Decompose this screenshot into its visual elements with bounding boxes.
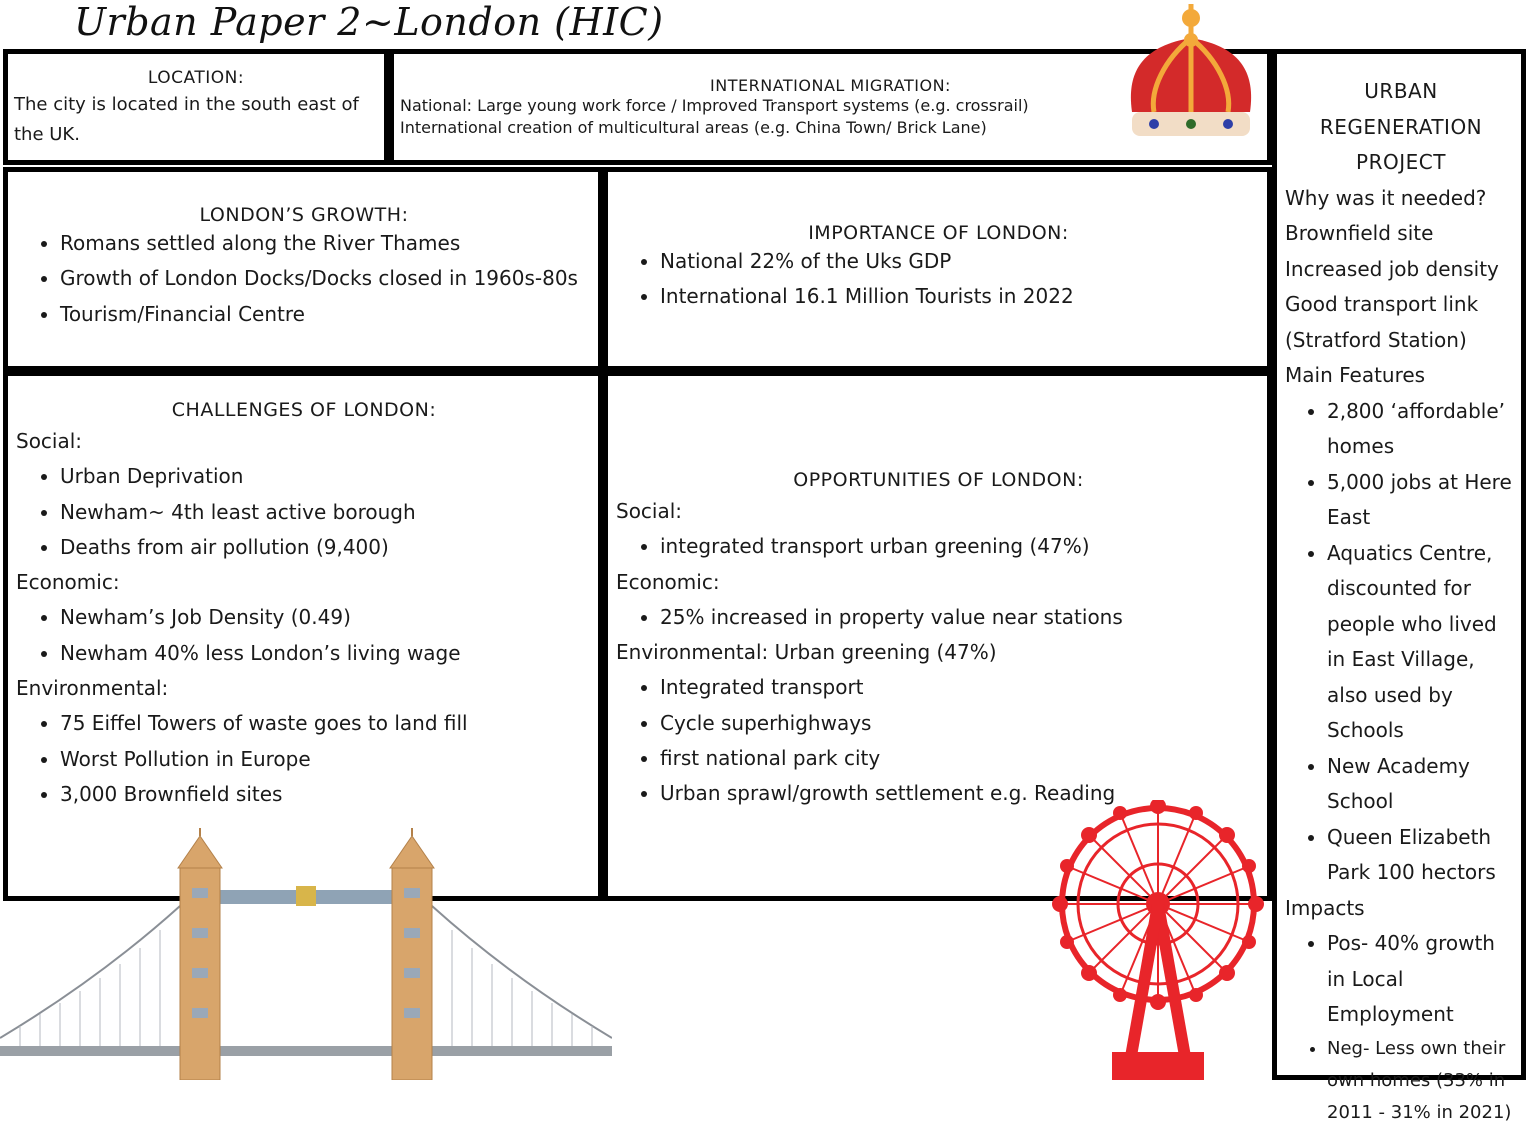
impacts-label: Impacts — [1285, 895, 1365, 920]
why-item: (Stratford Station) — [1285, 327, 1467, 352]
list-item: • Cycle superhighways — [660, 706, 1261, 741]
regeneration-heading-2: PROJECT — [1356, 150, 1446, 174]
list-item: • 2,800 ‘affordable’ homes — [1327, 394, 1517, 465]
crown-icon — [1124, 0, 1258, 140]
list-item: • 75 Eiffel Towers of waste goes to land fill — [60, 706, 592, 741]
importance-box — [603, 167, 1272, 371]
challenges-box — [3, 371, 603, 901]
challenges-heading: CHALLENGES OF LONDON: — [171, 399, 437, 421]
opportunities-heading: OPPORTUNITIES OF LONDON: — [793, 469, 1084, 491]
tower-bridge-icon — [0, 828, 612, 1080]
list-item: • Queen Elizabeth Park 100 hectors — [1327, 820, 1517, 891]
list-item: • 3,000 Brownfield sites — [60, 777, 592, 812]
list-item: • Integrated transport — [660, 670, 1261, 705]
list-item: • integrated transport urban greening (47%) — [660, 529, 1261, 564]
list-item: • 5,000 jobs at Here East — [1327, 465, 1517, 536]
why-item: Good transport link — [1285, 292, 1479, 316]
features-label: Main Features — [1285, 363, 1426, 387]
list-item: • Newham~ 4th least active borough — [60, 495, 592, 530]
location-box — [3, 49, 389, 165]
list-item: • Growth of London Docks/Docks closed in 1960s-80s — [60, 261, 592, 296]
challenges-environmental-list — [16, 706, 592, 812]
challenges-social-label: Social: — [16, 429, 83, 453]
page-title: Urban Paper 2~London (HIC) — [74, 0, 664, 44]
challenges-social-list — [16, 459, 592, 565]
features-list — [1285, 394, 1517, 891]
opportunities-environmental-list — [616, 670, 1261, 811]
list-item: • International 16.1 Million Tourists in 2022 — [660, 279, 1261, 314]
location-heading: LOCATION: — [147, 68, 245, 88]
challenges-economic-label: Economic: — [16, 570, 120, 595]
growth-heading: LONDON’S GROWTH: — [199, 204, 409, 226]
list-item: • Newham 40% less London’s living wage — [60, 636, 592, 671]
list-item: • first national park city — [660, 741, 1261, 776]
list-item: • Neg- Less own their own homes (33% in 2011 - 31% in 2021) — [1327, 1033, 1517, 1129]
opportunities-social-list — [616, 529, 1261, 564]
list-item: • National 22% of the Uks GDP — [660, 244, 1261, 279]
opportunities-environmental-label: Environmental: Urban greening (47%) — [616, 640, 997, 665]
opportunities-economic-list — [616, 600, 1261, 635]
list-item: • Romans settled along the River Thames — [60, 226, 592, 261]
location-text: The city is located in the south east of the UK. — [14, 94, 359, 145]
regeneration-box — [1272, 49, 1526, 1123]
impacts-list — [1285, 926, 1517, 1129]
migration-international: International creation of multicultural areas (e.g. China Town/ Brick Lane) — [400, 118, 987, 137]
migration-heading: INTERNATIONAL MIGRATION: — [710, 76, 951, 95]
growth-list — [16, 226, 592, 332]
list-item: • Worst Pollution in Europe — [60, 742, 592, 777]
importance-heading: IMPORTANCE OF LONDON: — [808, 222, 1069, 244]
list-item: • Pos- 40% growth in Local Employment — [1327, 926, 1517, 1033]
why-label: Why was it needed? — [1285, 185, 1487, 210]
opportunities-economic-label: Economic: — [616, 569, 720, 594]
list-item: • Newham’s Job Density (0.49) — [60, 600, 592, 635]
list-item: • Deaths from air pollution (9,400) — [60, 530, 592, 565]
migration-national: National: Large young work force / Improved Transport systems (e.g. crossrail) — [400, 96, 1029, 115]
opportunities-social-label: Social: — [616, 499, 683, 523]
why-item: Increased job density — [1285, 256, 1499, 281]
list-item: • Urban sprawl/growth settlement e.g. Reading — [660, 776, 1261, 811]
regeneration-heading-1: URBAN REGENERATION — [1319, 79, 1483, 139]
growth-box — [3, 167, 603, 371]
challenges-economic-list — [16, 600, 592, 671]
list-item: • Tourism/Financial Centre — [60, 297, 592, 332]
list-item: • New Academy School — [1327, 749, 1517, 820]
list-item: • Aquatics Centre, discounted for people who lived in East Village, also used by Schools — [1327, 536, 1517, 749]
list-item: • Urban Deprivation — [60, 459, 592, 494]
importance-list — [616, 244, 1261, 315]
why-item: Brownfield site — [1285, 221, 1434, 245]
challenges-environmental-label: Environmental: — [16, 676, 169, 701]
london-eye-icon — [1042, 800, 1274, 1080]
list-item: • 25% increased in property value near stations — [660, 600, 1261, 635]
